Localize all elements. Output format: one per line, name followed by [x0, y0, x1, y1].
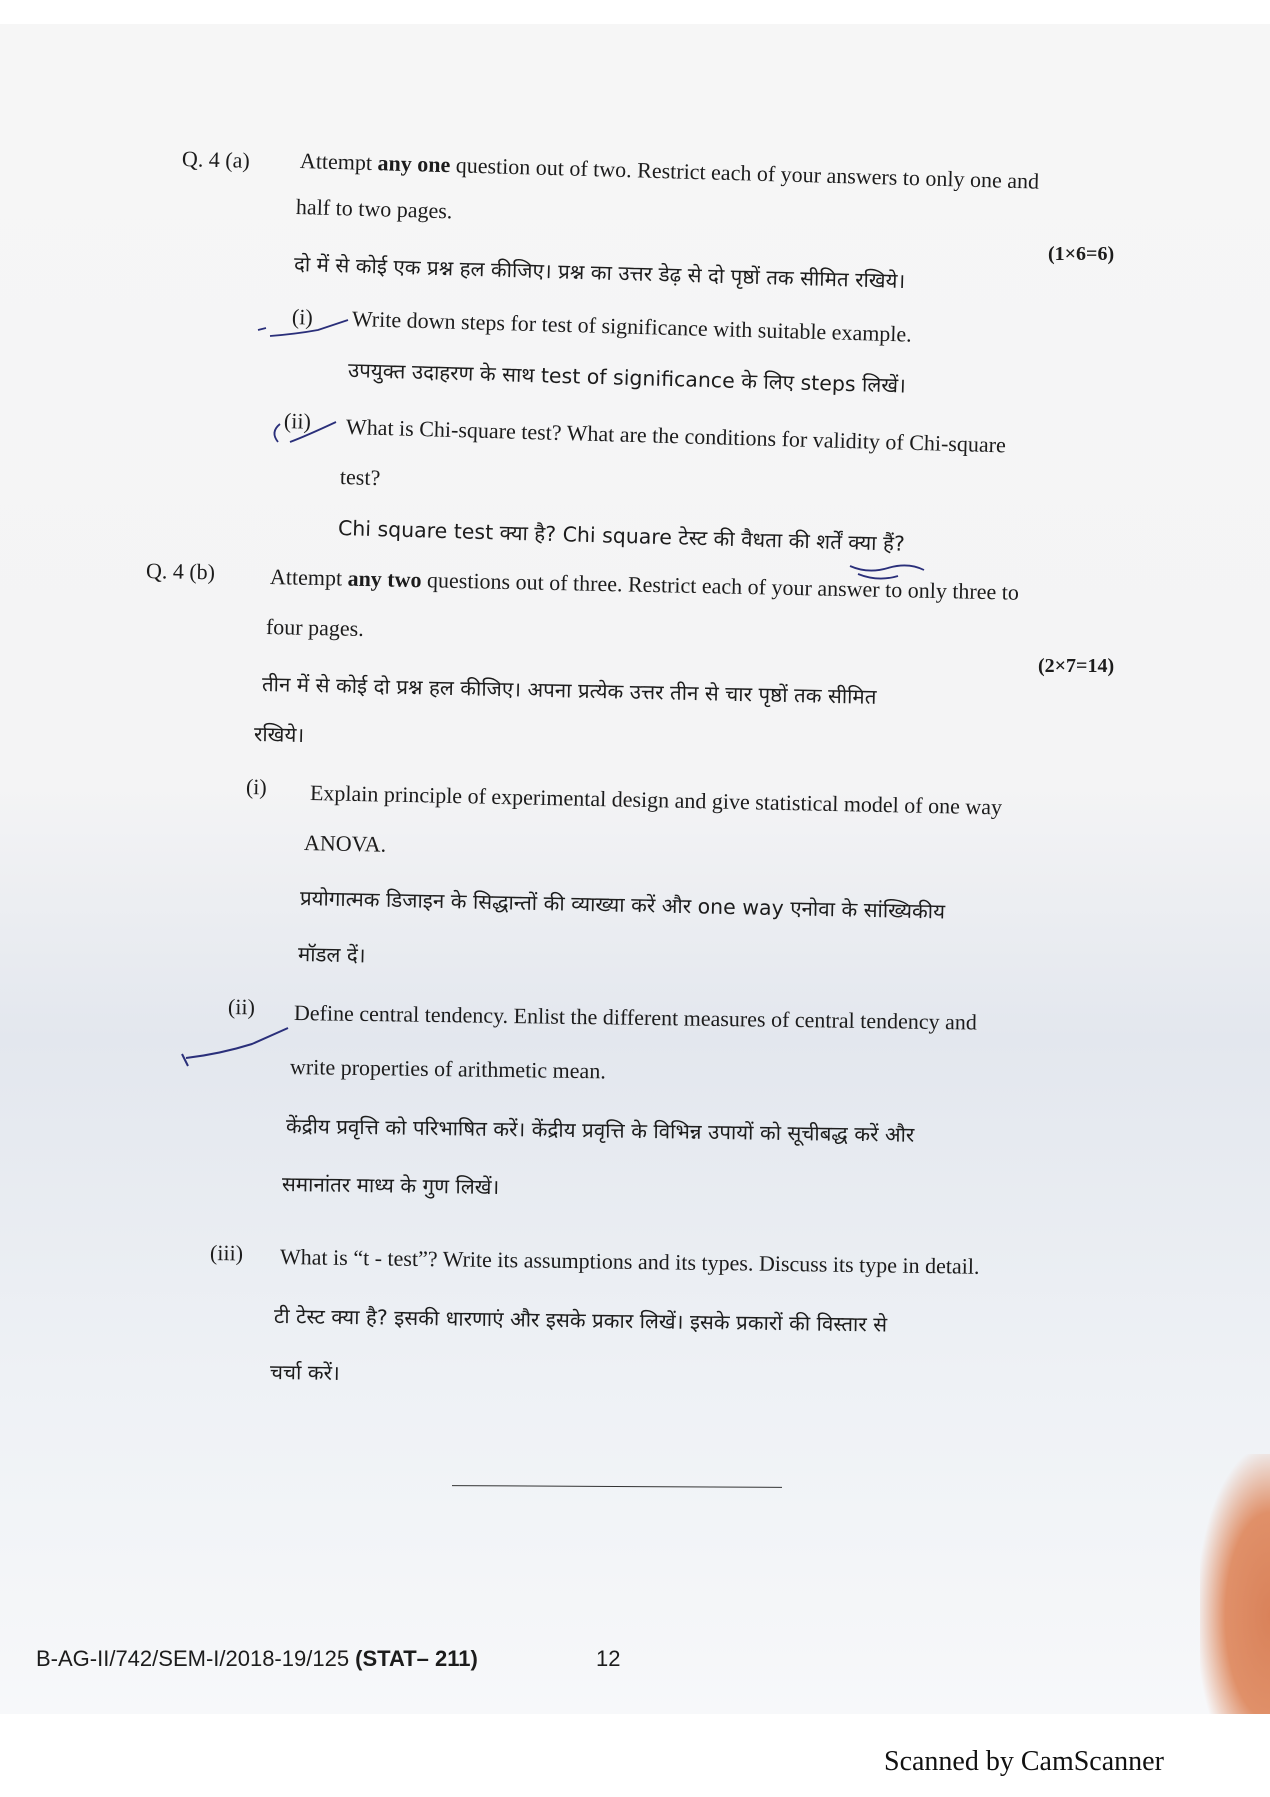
q4b-item-i-hi-0: प्रयोगात्मक डिजाइन के सिद्धान्तों की व्याख्या करें और one way एनोवा के सांख्यिकीय	[299, 886, 946, 924]
q4a-item-i-hi-0: उपयुक्त उदाहरण के साथ test of significance के लिए steps लिखें।	[347, 358, 907, 398]
q4a-hindi-instruction: दो में से कोई एक प्रश्न हल कीजिए। प्रश्न का उत्तर डेढ़ से दो पृष्ठों तक सीमित रखिये।	[293, 252, 906, 294]
q4a-item-ii-hi-0: Chi square test क्या है? Chi square टेस्ट की वैधता की शर्तें क्या हैं?	[337, 516, 906, 556]
q4a-item-i-number: (i)	[291, 304, 314, 330]
q4b-item-ii-hi-0: केंद्रीय प्रवृत्ति को परिभाषित करें। केंद्रीय प्रवृत्ति के विभिन्न उपायों को सूचीबद्ध करें और	[285, 1114, 915, 1147]
page-number: 12	[596, 1646, 621, 1671]
q4a-instruction-line1: Attempt any one question out of two. Restrict each of your answers to only one and	[299, 148, 1040, 194]
scanner-watermark: Scanned by CamScanner	[884, 1746, 1164, 1777]
q4b-item-ii-number: (ii)	[227, 994, 256, 1020]
q4b-item-i-en-1: ANOVA.	[303, 830, 387, 857]
q4b-marks: (2×7=14)	[1038, 655, 1115, 677]
q4b-item-iii-en-0: What is “t - test”? Write its assumptions and its types. Discuss its type in detail.	[279, 1244, 980, 1279]
paper-code: B-AG-II/742/SEM-I/2018-19/125 (STAT– 211)	[36, 1646, 478, 1671]
q4a-marks: (1×6=6)	[1048, 243, 1115, 265]
q4b-instruction-line2: four pages.	[265, 614, 365, 642]
q4b-label: Q. 4 (b)	[145, 558, 216, 585]
q4b-instruction-line1: Attempt any two questions out of three. Restrict each of your answer to only three to	[269, 564, 1020, 605]
exam-content	[0, 24, 1270, 1714]
paper-sheet	[0, 24, 1270, 1714]
q4a-label: Q. 4 (a)	[181, 146, 251, 173]
q4b-hindi-instruction-line2: रखिये।	[253, 722, 305, 748]
q4a-item-ii-en-0: What is Chi-square test? What are the conditions for validity of Chi-square	[345, 414, 1007, 458]
q4b-item-i-number: (i)	[245, 774, 268, 800]
q4b-item-ii-en-1: write properties of arithmetic mean.	[289, 1054, 606, 1084]
scan-top-margin	[0, 0, 1270, 24]
q4b-hindi-instruction-line1: तीन में से कोई दो प्रश्न हल कीजिए। अपना प्रत्येक उत्तर तीन से चार पृष्ठों तक सीमित	[261, 672, 877, 709]
q4b-item-i-en-0: Explain principle of experimental design and give statistical model of one way	[309, 780, 1003, 820]
end-rule	[452, 1485, 782, 1488]
q4b-item-ii-en-0: Define central tendency. Enlist the different measures of central tendency and	[293, 1000, 978, 1035]
q4a-item-ii-en-1: test?	[339, 464, 381, 491]
q4a-instruction-line2: half to two pages.	[295, 194, 453, 224]
q4b-item-i-hi-1: मॉडल दें।	[297, 942, 366, 968]
q4b-item-iii-hi-1: चर्चा करें।	[269, 1360, 340, 1385]
q4b-item-ii-hi-1: समानांतर माध्य के गुण लिखें।	[281, 1172, 500, 1200]
pen-mark-ii	[180, 1024, 300, 1074]
q4a-item-i-en-0: Write down steps for test of significance with suitable example.	[351, 306, 913, 347]
q4b-item-iii-hi-0: टी टेस्ट क्या है? इसकी धारणाएं और इसके प्रकार लिखें। इसके प्रकारों की विस्तार से	[273, 1304, 888, 1337]
q4b-item-iii-number: (iii)	[209, 1240, 244, 1266]
q4a-item-ii-number: (ii)	[283, 408, 312, 434]
